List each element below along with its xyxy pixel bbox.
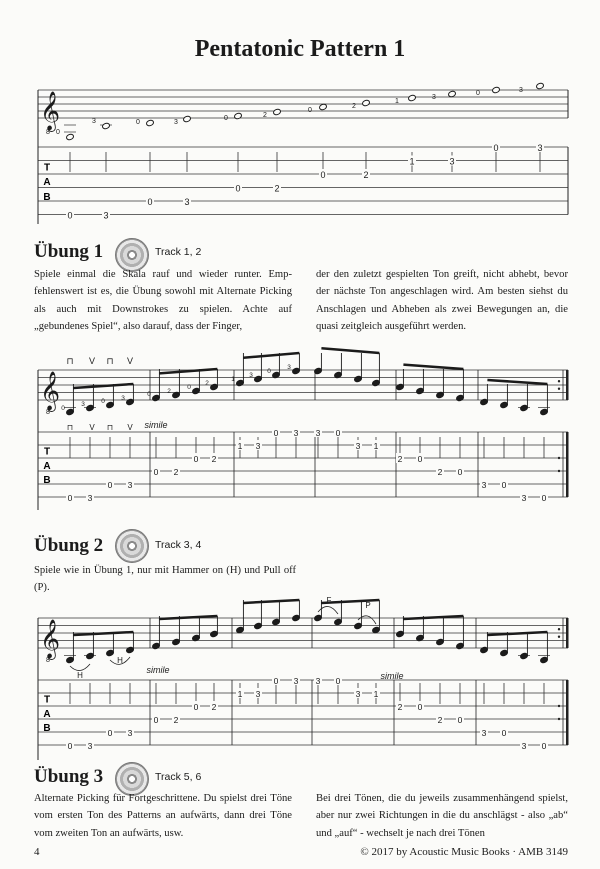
tab-number: 3 <box>481 728 487 738</box>
exercise-1-text-left: Spiele einmal die Skala rauf und wieder runter. Empfehlenswert ist es, die Übung sowohl mit Alternate Picking als auch mit Downstrokes zu spielen. Achte auf „gebundenes Spiel“, also darauf, dass der Finger, <box>34 269 292 333</box>
downstroke-icon: ⊓ <box>66 356 74 366</box>
fingering-number: 0 <box>56 129 60 136</box>
tab-number: 0 <box>193 702 199 712</box>
scale-note <box>273 108 282 115</box>
fingering-number: 2 <box>263 112 267 119</box>
tab-number: 3 <box>127 480 133 490</box>
tab-number: 3 <box>355 689 361 699</box>
tab-number: 2 <box>397 454 403 464</box>
note-beam <box>73 384 133 388</box>
repeat-dot <box>558 718 560 720</box>
tab-number: 0 <box>457 715 463 725</box>
note-beam <box>243 600 299 603</box>
tab-number: 0 <box>67 493 73 503</box>
tab-number: 0 <box>541 493 547 503</box>
tab-number: 0 <box>273 676 279 686</box>
tab-number: 3 <box>293 428 299 438</box>
tab-number: 3 <box>315 428 321 438</box>
octave-8-mark: 8 <box>46 409 50 416</box>
tab-number: 3 <box>355 441 361 451</box>
repeat-dot <box>558 457 560 459</box>
tab-number: 2 <box>274 183 280 194</box>
tab-number: 0 <box>153 715 159 725</box>
simile-label: simile <box>146 665 170 675</box>
downstroke-icon: ⊓ <box>106 423 114 432</box>
fingering-number: 3 <box>287 364 291 371</box>
tab-number: 0 <box>501 480 507 490</box>
fingering-number: 0 <box>101 398 105 405</box>
note-beam <box>403 616 463 619</box>
fingering-number: 2 <box>167 388 171 395</box>
hammer-slur <box>70 664 90 671</box>
exercise-3-track: Track 5, 6 <box>155 771 202 783</box>
simile-label: simile <box>144 420 168 430</box>
fingering-number: 1 <box>395 98 399 105</box>
final-bar <box>566 618 569 648</box>
repeat-dot <box>558 636 560 638</box>
downstroke-icon: ⊓ <box>66 423 74 432</box>
exercise-2-track: Track 3, 4 <box>155 539 202 551</box>
fingering-number: 0 <box>308 107 312 114</box>
fingering-number: 3 <box>81 401 85 408</box>
tab-number: 2 <box>173 467 179 477</box>
treble-clef-icon: 𝄞 <box>39 92 61 130</box>
tab-number: 0 <box>153 467 159 477</box>
scale-note <box>492 86 501 93</box>
exercise-3-heading: Übung 3 <box>34 766 104 787</box>
fingering-number: 3 <box>432 94 436 101</box>
scale-note <box>362 99 371 106</box>
scale-note <box>408 94 417 101</box>
fingering-number: 3 <box>249 372 253 379</box>
tab-number: 2 <box>397 702 403 712</box>
tab-number: 3 <box>255 689 261 699</box>
tab-letter-a: A <box>43 460 51 472</box>
scale-note <box>319 103 328 110</box>
tab-number: 0 <box>457 467 463 477</box>
fingering-number: 0 <box>224 115 228 122</box>
tab-number: 3 <box>521 493 527 503</box>
copyright: © 2017 by Acoustic Music Books · AMB 3149 <box>360 846 568 858</box>
tab-number: 3 <box>184 197 190 207</box>
tab-number: 0 <box>417 702 423 712</box>
exercise-1-heading: Übung 1 <box>34 241 104 262</box>
scale-note <box>183 115 192 122</box>
tab-number: 0 <box>147 197 153 207</box>
fingering-number: 0 <box>136 119 140 126</box>
fingering-number: 0 <box>187 384 191 391</box>
tab-number: 0 <box>493 143 499 153</box>
fingering-number: 1 <box>231 376 235 383</box>
tab-number: 2 <box>363 170 369 180</box>
tab-number: 0 <box>501 728 507 738</box>
repeat-dot <box>558 470 560 472</box>
tab-number: 1 <box>237 689 243 699</box>
tab-number: 3 <box>87 493 93 503</box>
tab-number: 1 <box>237 441 243 451</box>
fingering-number: 2 <box>205 380 209 387</box>
tab-number: 0 <box>235 183 241 194</box>
exercise-2-text: Spiele wie in Übung 1, nur mit Hammer on (H) und Pull off (P). <box>34 565 296 594</box>
pull-slur <box>358 616 376 624</box>
tab-number: 0 <box>67 210 73 221</box>
tab-number: 1 <box>373 689 379 699</box>
upstroke-icon: V <box>127 423 133 432</box>
note-beam <box>73 632 133 635</box>
exercise-1-track: Track 1, 2 <box>155 246 202 258</box>
scale-note <box>66 133 75 140</box>
final-bar <box>566 432 569 497</box>
simile-label: simile <box>380 671 404 681</box>
tab-number: 3 <box>521 741 527 751</box>
exercise-1-text-right: der den zuletzt gespielten Ton greift, nicht abhebt, bevor der nächste Ton angeschlagen wird. Am besten siehst du Anschlagen und Abheben als zwei Bewegungen an, die quasi zeitgleich ausgeführt werden. <box>316 269 568 333</box>
tab-letter-t: T <box>43 162 51 174</box>
tab-letter-b: B <box>43 723 51 735</box>
tab-number: 0 <box>193 454 199 464</box>
repeat-dot <box>558 380 560 382</box>
tab-letter-b: B <box>43 475 51 487</box>
fingering-number: 3 <box>174 119 178 126</box>
repeat-dot <box>558 705 560 707</box>
note-beam <box>321 348 379 353</box>
pull-mark: P <box>365 601 371 610</box>
exercise-3-text-right: Bei drei Tönen, die du jeweils zusammenhängend spielst, aber nur zwei Richtungen in die du anschlägst - also „ab“ und „auf“ - wechselt je nach drei Tönen <box>316 793 568 839</box>
exercise-3-text-left: Alternate Picking für Fortgeschrittene. Du spielst drei Töne vom ersten Ton des Patterns an aufwärts, dann drei Töne vom zweiten Ton an aufwärts, usw. <box>34 793 292 839</box>
note-beam <box>243 353 299 358</box>
tab-number: 3 <box>481 480 487 490</box>
tab-letter-t: T <box>43 446 51 458</box>
tab-letter-a: A <box>43 708 51 720</box>
upstroke-icon: V <box>89 423 95 432</box>
tab-number: 0 <box>320 170 326 180</box>
treble-clef-icon: 𝄞 <box>39 372 61 410</box>
page-number: 4 <box>34 846 40 858</box>
scale-note <box>146 119 155 126</box>
tab-number: 3 <box>255 441 261 451</box>
tab-number: 3 <box>315 676 321 686</box>
fingering-number: 2 <box>352 103 356 110</box>
downstroke-icon: ⊓ <box>106 356 114 366</box>
repeat-dot <box>558 628 560 630</box>
tab-number: 2 <box>211 702 217 712</box>
note-beam <box>159 616 217 619</box>
tab-number: 0 <box>273 428 279 438</box>
scale-note <box>102 122 111 129</box>
octave-8-mark: 8 <box>46 129 50 136</box>
pull-mark: F <box>326 596 332 605</box>
fingering-number: 0 <box>147 391 151 398</box>
tab-number: 1 <box>373 441 379 451</box>
tab-number: 2 <box>437 467 443 477</box>
tab-number: 0 <box>107 480 113 490</box>
tab-number: 2 <box>173 715 179 725</box>
tab-number: 0 <box>417 454 423 464</box>
fingering-number: 0 <box>476 90 480 97</box>
upstroke-icon: V <box>126 356 134 366</box>
treble-clef-icon: 𝄞 <box>39 620 61 658</box>
final-bar <box>566 370 569 400</box>
scale-note <box>234 112 243 119</box>
fingering-number: 3 <box>92 118 96 125</box>
scale-note <box>536 82 545 89</box>
tab-number: 3 <box>127 728 133 738</box>
tab-number: 0 <box>335 428 341 438</box>
cd-icon <box>115 529 149 563</box>
tab-number: 3 <box>537 143 543 153</box>
page-title: Pentatonic Pattern 1 <box>194 36 406 62</box>
tab-letter-b: B <box>43 191 51 203</box>
note-beam <box>403 365 463 369</box>
tab-number: 3 <box>87 741 93 751</box>
fingering-number: 3 <box>121 395 125 402</box>
tab-number: 2 <box>437 715 443 725</box>
tab-number: 0 <box>541 741 547 751</box>
final-bar <box>566 680 569 745</box>
tab-letter-a: A <box>43 177 51 189</box>
scale-note <box>448 90 457 97</box>
upstroke-icon: V <box>88 356 96 366</box>
tab-number: 0 <box>335 676 341 686</box>
tab-number: 3 <box>293 676 299 686</box>
tab-number: 0 <box>107 728 113 738</box>
octave-8-mark: 8 <box>46 657 50 664</box>
tab-number: 0 <box>67 741 73 751</box>
tab-number: 3 <box>103 210 109 221</box>
fingering-number: 0 <box>61 405 65 412</box>
fingering-number: 0 <box>267 368 271 375</box>
repeat-dot <box>558 388 560 390</box>
tab-number: 1 <box>409 156 415 167</box>
fingering-number: 3 <box>519 87 523 94</box>
tab-letter-t: T <box>43 694 51 706</box>
hammer-mark: H <box>77 671 83 680</box>
hammer-mark: H <box>117 656 123 665</box>
tab-number: 3 <box>449 156 455 167</box>
note-beam <box>487 380 547 384</box>
note-beam <box>487 632 547 635</box>
tab-number: 2 <box>211 454 217 464</box>
exercise-2-heading: Übung 2 <box>34 535 104 556</box>
